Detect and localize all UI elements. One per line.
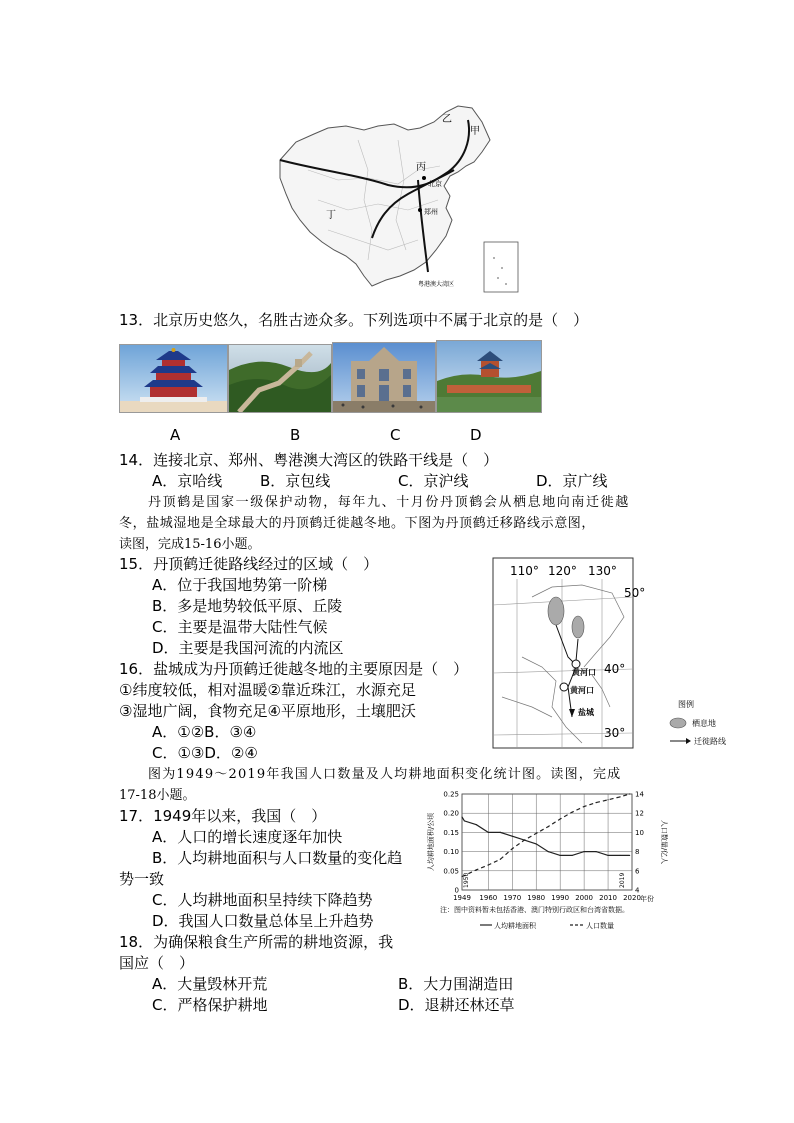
y-left-tick-label: 0.10 <box>443 848 459 857</box>
label-yi: 乙 <box>442 114 452 125</box>
china-map <box>268 100 528 300</box>
q16-options-cd[interactable]: C．①③D．②④ <box>152 744 258 762</box>
population-point <box>548 826 549 827</box>
farmland-point <box>584 851 585 852</box>
legend-route-label: 迁徙路线 <box>694 737 726 746</box>
lat-30: 30° <box>604 726 626 740</box>
legend-habitat-label: 栖息地 <box>692 719 716 728</box>
farmland-point <box>464 820 465 821</box>
lon-110: 110° <box>510 564 539 578</box>
farmland-point <box>548 851 549 852</box>
y-right-tick-label: 8 <box>635 848 640 857</box>
label-bing: 丙 <box>416 162 426 173</box>
inner-label-2019: 2019 <box>619 872 626 888</box>
legend-farmland: 人均耕地面积 <box>494 922 536 930</box>
x-tick-label: 1990 <box>551 894 570 902</box>
label-jia: 甲 <box>470 126 480 137</box>
y-right-tick-label: 10 <box>635 828 644 837</box>
population-point <box>500 859 501 860</box>
farmland-point <box>461 816 462 817</box>
pop-intro-line2: 17-18小题。 <box>119 788 196 803</box>
q16-options-ab[interactable]: A．①②B．③④ <box>152 723 257 741</box>
farmland-point <box>572 855 573 856</box>
label-gba: 粤港澳大湾区 <box>418 281 455 288</box>
population-point <box>512 848 513 849</box>
population-farmland-chart <box>424 786 674 931</box>
farmland-point <box>536 843 537 844</box>
y-right-tick-label: 4 <box>635 886 640 895</box>
q17-stem: 17．1949年以来，我国（ ） <box>119 807 327 825</box>
x-tick-label: 1980 <box>527 894 546 902</box>
habitat-2 <box>572 616 584 638</box>
q18-stem-1: 18．为确保粮食生产所需的耕地资源，我 <box>119 933 394 951</box>
q15-option-a[interactable]: A．位于我国地势第一阶梯 <box>152 576 328 594</box>
legend-population: 人口数量 <box>586 922 614 930</box>
place-huanghekou-1: 黄河口 <box>572 668 596 677</box>
population-point <box>629 793 630 794</box>
q17-option-d[interactable]: D．我国人口数量总体呈上升趋势 <box>152 912 374 930</box>
label-zhengzhou: 郑州 <box>424 208 438 216</box>
q18-option-c[interactable]: C．严格保护耕地 <box>152 996 268 1014</box>
x-tick-label: 1960 <box>479 894 498 902</box>
chart-plot-frame <box>462 794 632 890</box>
y-left-tick-label: 0.20 <box>443 809 459 818</box>
x-tick-label: 2000 <box>575 894 594 902</box>
population-point <box>607 799 608 800</box>
q13-option-a[interactable]: A <box>170 426 181 444</box>
q17-option-a[interactable]: A．人口的增长速度逐年加快 <box>152 828 343 846</box>
x-tick-label: 2020 <box>623 894 641 902</box>
crane-intro-line3: 读图，完成15-16小题。 <box>119 537 261 552</box>
q14-option-c[interactable]: C．京沪线 <box>398 472 469 490</box>
q16-statements-2: ③湿地广阔，食物充足④平原地形，土壤肥沃 <box>119 702 416 720</box>
population-point <box>524 839 525 840</box>
photo-ruins-st-paul[interactable] <box>332 342 436 413</box>
population-point <box>595 802 596 803</box>
ylabel-right: 人口数量/亿人 <box>660 819 668 865</box>
farmland-point <box>560 855 561 856</box>
photo-summer-palace[interactable] <box>436 340 542 413</box>
y-left-tick-label: 0.25 <box>443 790 459 799</box>
q17-option-c[interactable]: C．人均耕地面积呈持续下降趋势 <box>152 891 373 909</box>
habitat-1 <box>548 597 564 625</box>
population-point <box>536 833 537 834</box>
y-left-tick-label: 0 <box>454 886 459 895</box>
x-tick-label: 2010 <box>599 894 617 902</box>
q13-option-b[interactable]: B <box>290 426 301 444</box>
q13-stem: 13．北京历史悠久，名胜古迹众多。下列选项中不属于北京的是（ ） <box>119 311 589 329</box>
q15-option-d[interactable]: D．主要是我国河流的内流区 <box>152 639 344 657</box>
q14-stem: 14．连接北京、郑州、粤港澳大湾区的铁路干线是（ ） <box>119 451 499 469</box>
q18-option-a[interactable]: A．大量毁林开荒 <box>152 975 268 993</box>
population-point <box>560 818 561 819</box>
population-point <box>572 812 573 813</box>
photo-great-wall[interactable] <box>228 344 332 413</box>
china-outline <box>280 106 490 286</box>
q16-stem: 16．盐城成为丹顶鹤迁徙越冬地的主要原因是（ ） <box>119 660 469 678</box>
q15-option-b[interactable]: B．多是地势较低平原、丘陵 <box>152 597 343 615</box>
population-point <box>476 869 477 870</box>
photo-temple-of-heaven[interactable] <box>119 344 228 413</box>
legend-title: 图例 <box>678 700 694 709</box>
q18-option-b[interactable]: B．大力围湖造田 <box>398 975 514 993</box>
population-point <box>584 806 585 807</box>
q14-option-b[interactable]: B．京包线 <box>260 472 331 490</box>
y-right-tick-label: 6 <box>635 867 640 876</box>
farmland-point <box>629 855 630 856</box>
south-sea-inset <box>484 242 518 292</box>
y-left-tick-label: 0.05 <box>443 867 459 876</box>
q18-option-d[interactable]: D．退耕还林还草 <box>398 996 515 1014</box>
q18-stem-2: 国应（ ） <box>119 954 195 972</box>
lat-40: 40° <box>604 662 626 676</box>
farmland-point <box>488 832 489 833</box>
place-yancheng: 盐城 <box>578 708 594 717</box>
xlabel-suffix: 年份 <box>640 895 654 903</box>
lon-130: 130° <box>588 564 617 578</box>
pop-intro-line1: 图为1949～2019年我国人口数量及人均耕地面积变化统计图。读图，完成 <box>148 767 622 782</box>
x-tick-label: 1970 <box>503 894 522 902</box>
farmland-point <box>476 824 477 825</box>
label-beijing: 北京 <box>428 180 442 188</box>
population-point <box>619 796 620 797</box>
place-huanghekou-2: 黄河口 <box>570 686 594 695</box>
x-tick-label: 1949 <box>453 894 471 902</box>
q17-option-b[interactable]: B．人均耕地面积与人口数量的变化趋 <box>152 849 403 867</box>
farmland-point <box>619 855 620 856</box>
y-right-tick-label: 12 <box>635 809 644 818</box>
q13-option-d[interactable]: D <box>470 426 482 444</box>
lon-120: 120° <box>548 564 577 578</box>
farmland-point <box>500 832 501 833</box>
crane-migration-map <box>492 557 742 752</box>
q14-option-d[interactable]: D．京广线 <box>536 472 608 490</box>
q15-stem: 15．丹顶鹤迁徙路线经过的区域（ ） <box>119 555 379 573</box>
inner-label-1950: 1950 <box>463 872 470 888</box>
ylabel-left: 人均耕地面积/公顷 <box>427 812 435 872</box>
farmland-point <box>512 836 513 837</box>
farmland-point <box>607 855 608 856</box>
label-ding: 丁 <box>326 210 336 221</box>
legend-habitat-swatch <box>670 718 686 728</box>
crane-intro-line1: 丹顶鹤是国家一级保护动物，每年九、十月份丹顶鹤会从栖息地向南迁徙越 <box>148 495 630 510</box>
q15-option-c[interactable]: C．主要是温带大陆性气候 <box>152 618 328 636</box>
lat-50: 50° <box>624 586 646 600</box>
q14-option-a[interactable]: A．京哈线 <box>152 472 223 490</box>
q13-option-c[interactable]: C <box>390 426 401 444</box>
crane-intro-line2: 冬，盐城湿地是全球最大的丹顶鹤迁徙越冬地。下图为丹顶鹤迁移路线示意图， <box>119 516 596 531</box>
q17-option-b-cont: 势一致 <box>119 870 165 888</box>
farmland-point <box>595 851 596 852</box>
q16-statements-1: ①纬度较低，相对温暖②靠近珠江，水源充足 <box>119 681 416 699</box>
y-right-tick-label: 14 <box>635 790 644 799</box>
chart-note: 注：图中资料暂未包括香港、澳门特别行政区和台湾省数据。 <box>440 906 629 914</box>
population-point <box>488 864 489 865</box>
y-left-tick-label: 0.15 <box>443 828 459 837</box>
